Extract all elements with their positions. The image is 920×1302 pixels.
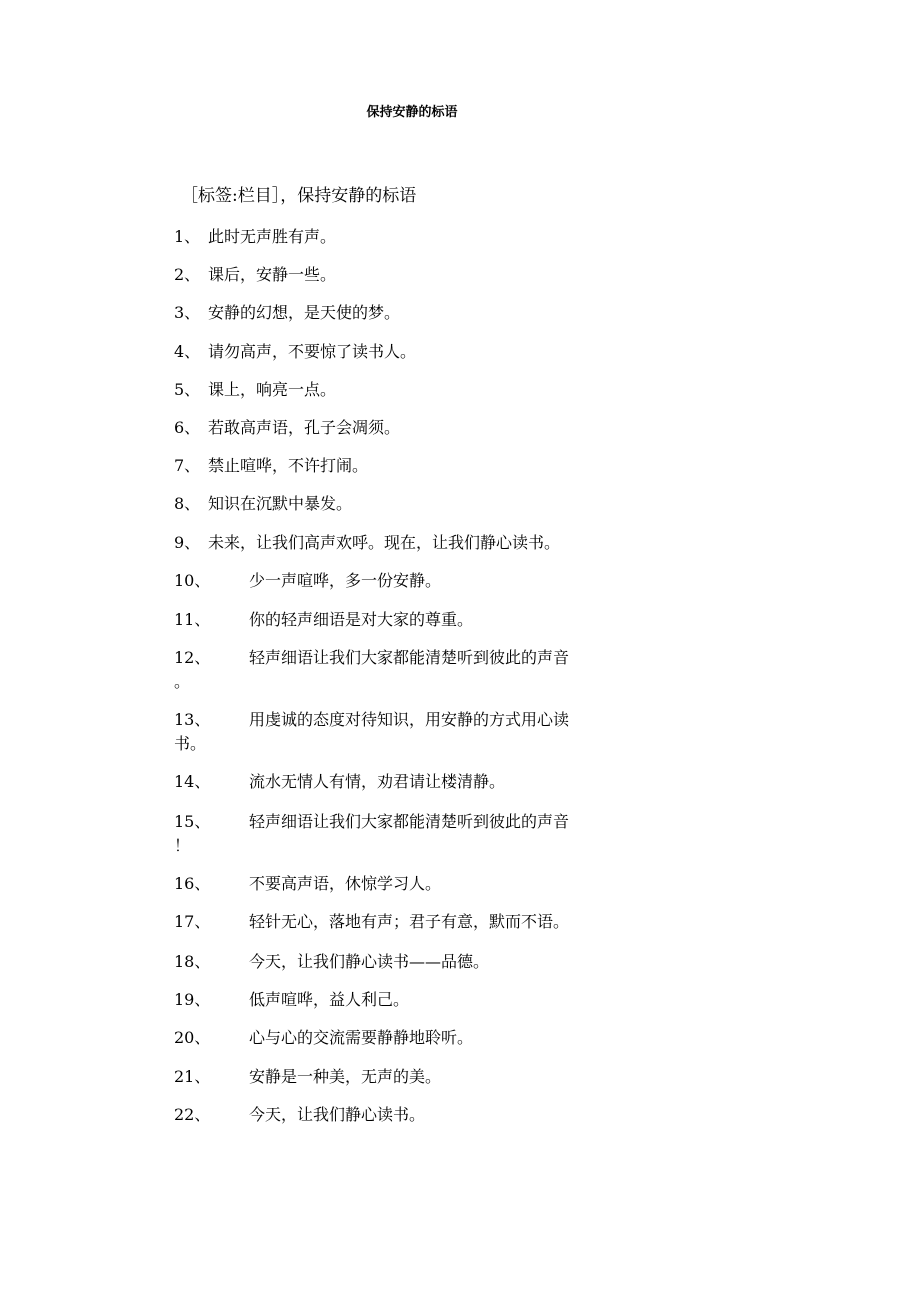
- item-number: 12、: [174, 648, 211, 667]
- item-text: 今天，让我们静心读书。: [249, 1105, 426, 1124]
- item-number: 16、: [174, 874, 211, 893]
- list-item: [174, 872, 634, 896]
- list-item: [174, 1026, 634, 1050]
- list-item: [174, 1103, 634, 1127]
- list-item: [174, 608, 634, 632]
- item-number: 22、: [174, 1105, 211, 1124]
- list-item: [174, 708, 634, 756]
- item-number: 5、: [174, 380, 201, 399]
- list-item: [174, 416, 634, 440]
- list-item: [174, 225, 634, 249]
- list-item: [174, 810, 634, 858]
- item-text: 禁止喧哗，不许打闹。: [208, 456, 369, 475]
- list-item: [174, 988, 634, 1012]
- item-number: 14、: [174, 772, 211, 791]
- item-text: 心与心的交流需要静静地聆听。: [249, 1028, 474, 1047]
- item-text: 不要高声语，休惊学习人。: [249, 874, 442, 893]
- item-number: 1、: [174, 227, 201, 246]
- item-number: 7、: [174, 456, 201, 475]
- item-text: 轻针无心，落地有声；君子有意，默而不语。: [249, 912, 570, 931]
- item-text: 用虔诚的态度对待知识，用安静的方式用心读: [249, 710, 570, 729]
- item-text: 今天，让我们静心读书——品德。: [249, 952, 490, 971]
- item-number: 18、: [174, 952, 211, 971]
- list-item: [174, 378, 634, 402]
- item-text: 轻声细语让我们大家都能清楚听到彼此的声音: [249, 812, 570, 831]
- item-text: 若敢高声语，孔子会凋须。: [208, 418, 401, 437]
- item-text: 知识在沉默中暴发。: [208, 494, 353, 513]
- item-number: 13、: [174, 710, 211, 729]
- list-item: [174, 646, 634, 694]
- list-item: [174, 950, 634, 974]
- list-item: [174, 492, 634, 516]
- tagline: ［标签:栏目］，保持安静的标语: [181, 186, 417, 206]
- item-number: 4、: [174, 342, 201, 361]
- item-number: 10、: [174, 571, 211, 590]
- item-text: 安静的幻想，是天使的梦。: [208, 303, 401, 322]
- item-number: 15、: [174, 812, 211, 831]
- item-text: 未来，让我们高声欢呼。现在，让我们静心读书。: [208, 533, 561, 552]
- list-item: [174, 340, 634, 364]
- list-item: [174, 263, 634, 287]
- item-text: 少一声喧哗，多一份安静。: [249, 571, 442, 590]
- item-text: 安静是一种美，无声的美。: [249, 1067, 442, 1086]
- item-text: 此时无声胜有声。: [208, 227, 337, 246]
- list-item: [174, 301, 634, 325]
- list-item: [174, 770, 634, 794]
- page-title: 保持安静的标语: [366, 105, 458, 120]
- item-text-continuation: 。: [174, 672, 191, 691]
- item-number: 2、: [174, 265, 201, 284]
- item-text: 请勿高声，不要惊了读书人。: [208, 342, 417, 361]
- item-text: 课后，安静一些。: [208, 265, 337, 284]
- item-number: 3、: [174, 303, 201, 322]
- item-number: 17、: [174, 912, 211, 931]
- item-text: 低声喧哗，益人利己。: [249, 990, 410, 1009]
- item-text-continuation: ！: [174, 836, 191, 855]
- item-number: 11、: [174, 610, 211, 629]
- item-text-continuation: 书。: [174, 734, 207, 753]
- item-text: 流水无情人有情，劝君请让楼清静。: [249, 772, 506, 791]
- item-text: 课上，响亮一点。: [208, 380, 337, 399]
- list-item: [174, 1065, 634, 1089]
- item-number: 20、: [174, 1028, 211, 1047]
- list-item: [174, 531, 634, 555]
- item-number: 6、: [174, 418, 201, 437]
- item-text: 你的轻声细语是对大家的尊重。: [249, 610, 474, 629]
- list-item: [174, 454, 634, 478]
- item-number: 21、: [174, 1067, 211, 1086]
- item-number: 8、: [174, 494, 201, 513]
- list-item: [174, 569, 634, 593]
- list-item: [174, 910, 634, 934]
- item-number: 9、: [174, 533, 201, 552]
- item-number: 19、: [174, 990, 211, 1009]
- item-text: 轻声细语让我们大家都能清楚听到彼此的声音: [249, 648, 570, 667]
